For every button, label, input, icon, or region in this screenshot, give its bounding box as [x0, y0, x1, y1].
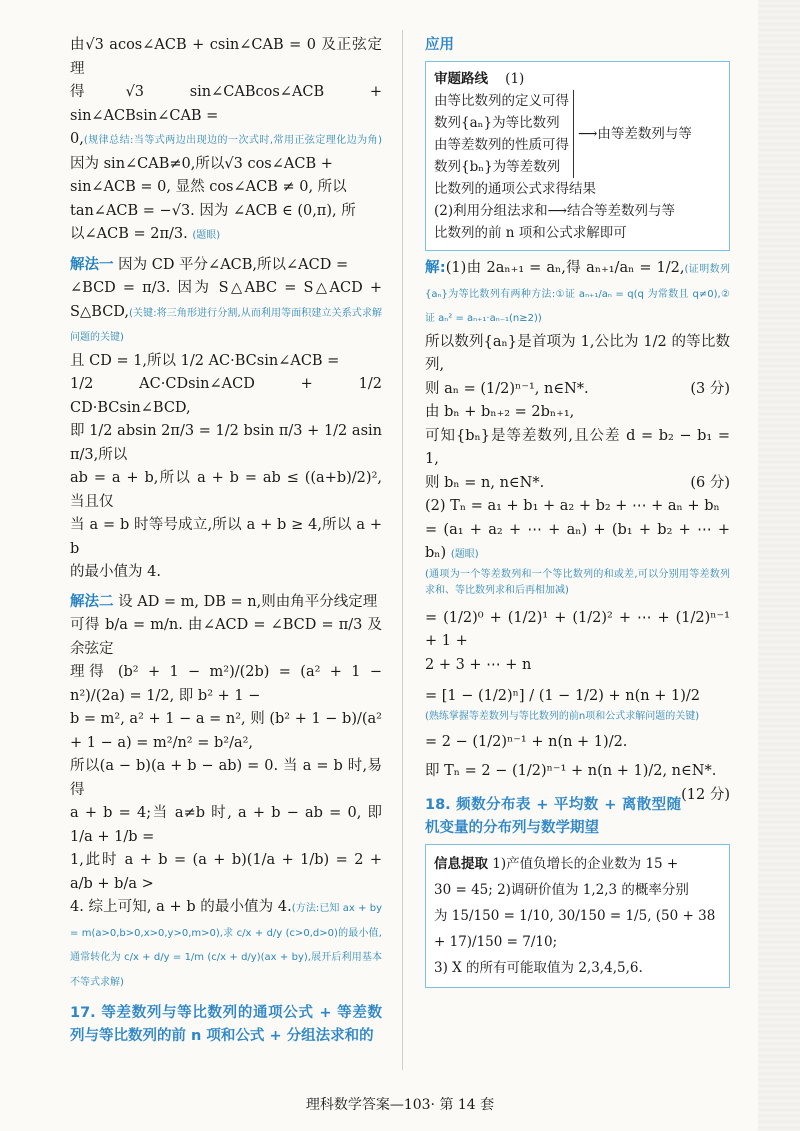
info-line-2: 30 = 45; 2)调研价值为 1,2,3 的概率分别: [434, 881, 689, 898]
method2-label: 解法二: [70, 593, 114, 610]
right-column: [425, 34, 730, 988]
method1-line-3: 且 CD = 1,所以 1/2 AC·BCsin∠ACB =: [70, 352, 340, 369]
question-17-heading: 17. 等差数列与等比数列的通项公式 + 等差数列与等比数列的前 n 项和公式 + 分组法求和的: [70, 1005, 382, 1044]
question-17-heading-cont: 应用: [425, 37, 454, 53]
method1-line-8: 的最小值为 4.: [70, 564, 161, 580]
left-line-2: 得√3 sin∠CABcos∠ACB + sin∠ACBsin∠CAB =: [70, 84, 382, 124]
info-line-1: 1)产值负增长的企业数为 15 +: [492, 855, 679, 872]
note-geometric-proof: (证明数列{aₙ}为等比数列有两种方法:①证 aₙ₊₁/aₙ = q(q 为常数且 q≠0),②证 aₙ² = aₙ₊₁·aₙ₋₁(n≥2)): [425, 264, 730, 324]
score-3: (3 分): [690, 380, 730, 397]
note-group-sum: (通项为一个等差数列和一个等比数列的和或差,可以分别用等差数列求和、等比数列求和后再相加减): [425, 568, 730, 596]
review-route-box: [425, 61, 730, 251]
route-line-5: 比数列的通项公式求得结果: [434, 181, 596, 197]
info-box: [425, 844, 730, 988]
solution-line-10: 2 + 3 + ⋯ + n: [425, 656, 532, 673]
info-line-4: 3) X 的所有可能取值为 2,3,4,5,6.: [434, 959, 643, 976]
solution-line-2: 所以数列{aₙ}是首项为 1,公比为 1/2 的等比数列,: [425, 333, 730, 373]
method2-line-3: 理得 (b² + 1 − m²)/(2b) = (a² + 1 − n²)/(2a) = 1/2, 即 b² + 1 −: [70, 664, 382, 704]
route-arrow: ⟶由等差数列与等: [578, 126, 692, 142]
solution-line-6: 则 bₙ = n, n∈N*. (6 分): [425, 472, 730, 496]
note-rule-summary: (规律总结:当等式两边出现边的一次式时,常用正弦定理化边为角): [83, 135, 382, 146]
solution-line-11: = [1 − (1/2)ⁿ] / (1 − 1/2) + n(n + 1)/2: [425, 688, 700, 704]
left-line-1: 由√3 acos∠ACB + csin∠CAB = 0 及正弦定理: [70, 37, 382, 77]
route-line-2: 数列{aₙ}为等比数列: [434, 115, 560, 131]
score-12: (12 分): [681, 786, 730, 803]
solution-line-5: 可知{bₙ}是等差数列,且公差 d = b₂ − b₁ = 1,: [425, 427, 730, 467]
route-line-3: 由等差数列的性质可得: [434, 137, 569, 153]
method1-line-6: ab = a + b,所以 a + b = ab ≤ ((a+b)/2)², 当且仅: [70, 470, 382, 510]
note-method: (方法:已知 ax + by = m(a>0,b>0,x>0,y>0,m>0),求 c/x + d/y (c>0,d>0)的最小值,通常转化为 c/x + d/y = 1/m (c/x + d/y)(ax + by),展开后利用基本不等式求解): [70, 903, 382, 988]
route-line-1: 由等比数列的定义可得: [434, 93, 569, 109]
method1-label: 解法一: [70, 256, 114, 273]
method2-line-7: 1,此时 a + b = (a + b)(1/a + 1/b) = 2 + a/b + b/a >: [70, 852, 382, 892]
solution-line-13: 即 Tₙ = 2 − (1/2)ⁿ⁻¹ + n(n + 1)/2, n∈N*. (12 分): [425, 760, 730, 784]
route-line-7: 比数列的前 n 项和公式求解即可: [434, 225, 627, 241]
note-formula: (熟练掌握等差数列与等比数列的前n项和公式求解问题的关键): [425, 710, 700, 722]
page-edge-texture: [758, 0, 800, 1131]
method1-line-2: ∠BCD = π/3. 因为 S△ABC = S△ACD + S△BCD,(关键:将三角形进行分割,从而利用等面积建立关系式求解问题的关键): [70, 280, 382, 343]
review-route-part1: (1): [505, 71, 525, 87]
method1-line-5: 即 1/2 absin 2π/3 = 1/2 bsin π/3 + 1/2 asin π/3,所以: [70, 423, 382, 463]
method2-line-6: a + b = 4;当 a≠b 时, a + b − ab = 0, 即 1/a + 1/b =: [70, 805, 382, 845]
route-line-4: 数列{bₙ}为等差数列: [434, 159, 561, 175]
review-route-title: 审题路线: [434, 71, 488, 87]
solution-line-12: = 2 − (1/2)ⁿ⁻¹ + n(n + 1)/2.: [425, 733, 628, 750]
method2-line-2: 可得 b/a = m/n. 由∠ACD = ∠BCD = π/3 及余弦定: [70, 617, 382, 657]
method2-line-1: 解法二 设 AD = m, DB = n,则由角平分线定理: [70, 593, 378, 610]
question-18-heading: 18. 频数分布表 + 平均数 + 离散型随机变量的分布列与数学期望: [425, 796, 682, 836]
solution-line-3: 则 aₙ = (1/2)ⁿ⁻¹, n∈N*. (3 分): [425, 378, 730, 402]
page-footer: 理科数学答案—103· 第 14 套: [305, 1097, 495, 1113]
info-title: 信息提取: [434, 855, 488, 872]
note-tiyan-2: (题眼): [450, 549, 479, 560]
note-key-split: (关键:将三角形进行分割,从而利用等面积建立关系式求解问题的关键): [70, 307, 382, 343]
left-line-5: sin∠ACB = 0, 显然 cos∠ACB ≠ 0, 所以: [70, 179, 347, 195]
column-divider: [402, 30, 403, 1070]
route-line-6: (2)利用分组法求和⟶结合等差数列与等: [434, 203, 675, 219]
method2-line-4: b = m², a² + 1 − a = n², 则 (b² + 1 − b)/(a² + 1 − a) = m²/n² = b²/a²,: [70, 711, 382, 751]
note-tiyan: (题眼): [192, 230, 221, 241]
method2-line-8: 4. 综上可知, a + b 的最小值为 4.(方法:已知 ax + by = m(a>0,b>0,x>0,y>0,m>0),求 c/x + d/y (c>0,d>0)的最小值,通常转化为 c/x + d/y = 1/m (c/x + d/y)(ax + by),展开后利用基本不等式求解): [70, 899, 382, 988]
solution-label: 解:: [425, 260, 446, 276]
left-line-6: tan∠ACB = −√3. 因为 ∠ACB ∈ (0,π), 所: [70, 202, 356, 219]
info-line-3: 为 15/150 = 1/10, 30/150 = 1/5, (50 + 38 + 17)/150 = 7/10;: [434, 907, 716, 950]
method1-line-1: 解法一 因为 CD 平分∠ACB,所以∠ACD =: [70, 256, 349, 273]
solution-line-4: 由 bₙ + bₙ₊₂ = 2bₙ₊₁,: [425, 404, 575, 420]
solution-line-1: 解:(1)由 2aₙ₊₁ = aₙ,得 aₙ₊₁/aₙ = 1/2,(证明数列{aₙ}为等比数列有两种方法:①证 aₙ₊₁/aₙ = q(q 为常数且 q≠0),②证 aₙ² = aₙ₊₁·aₙ₋₁(n≥2)): [425, 260, 730, 324]
left-column: [70, 34, 382, 1048]
left-line-3: 0,(规律总结:当等式两边出现边的一次式时,常用正弦定理化边为角)因为 sin∠CAB≠0,所以√3 cos∠ACB +: [70, 131, 382, 172]
method1-line-4: 1/2 AC·CDsin∠ACD + 1/2 CD·BCsin∠BCD,: [70, 376, 382, 416]
method2-line-5: 所以(a − b)(a + b − ab) = 0. 当 a = b 时,易得: [70, 758, 382, 798]
solution-line-7: (2) Tₙ = a₁ + b₁ + a₂ + b₂ + ⋯ + aₙ + bₙ: [425, 498, 720, 514]
left-line-7: 以∠ACB = 2π/3. (题眼): [70, 226, 221, 242]
solution-line-8: = (a₁ + a₂ + ⋯ + aₙ) + (b₁ + b₂ + ⋯ + bₙ) (题眼): [425, 521, 730, 561]
method1-line-7: 当 a = b 时等号成立,所以 a + b ≥ 4,所以 a + b: [70, 517, 382, 557]
score-6: (6 分): [690, 474, 730, 491]
solution-line-9: = (1/2)⁰ + (1/2)¹ + (1/2)² + ⋯ + (1/2)ⁿ⁻¹ + 1 +: [425, 609, 730, 649]
